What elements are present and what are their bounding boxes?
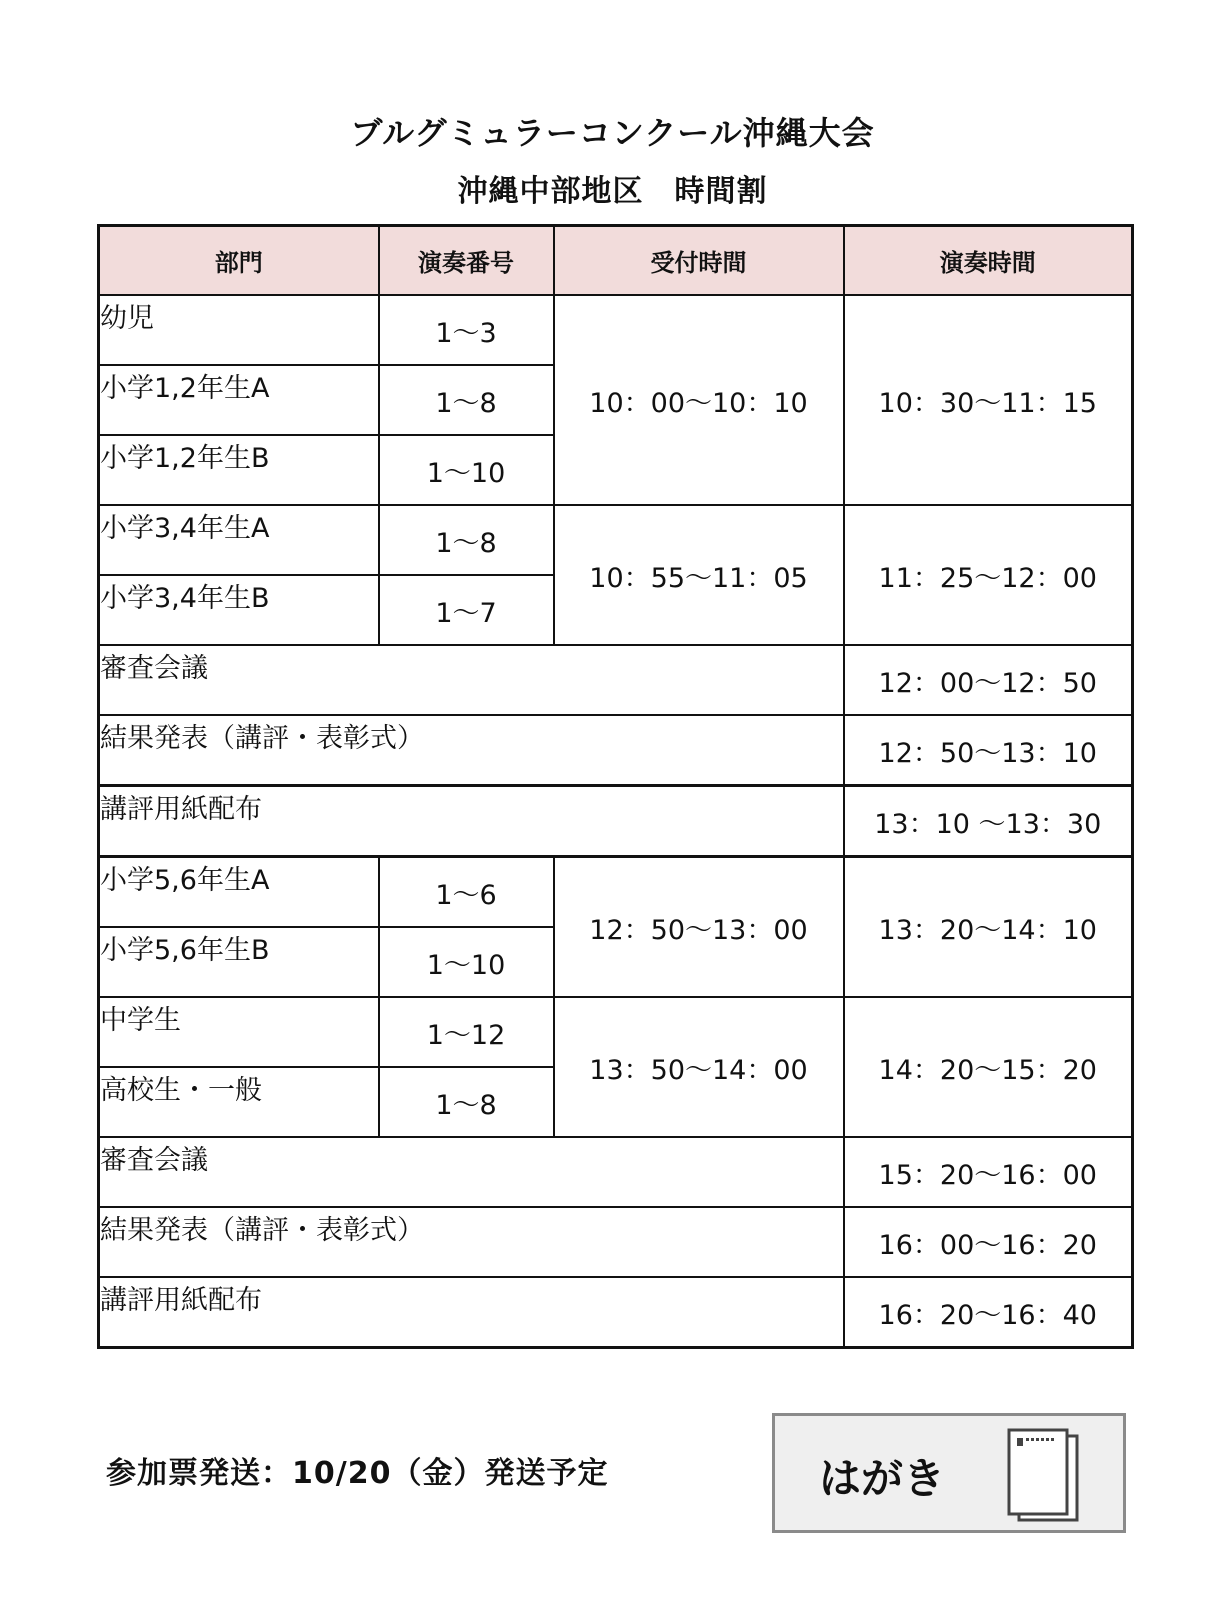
reception-time: 13：50～14：00 <box>554 997 844 1137</box>
table-row <box>99 1207 1133 1277</box>
performance-time: 13：10 ～13：30 <box>844 786 1133 857</box>
header-performance-number: 演奏番号 <box>379 226 554 296</box>
performance-number: 1～8 <box>379 1067 554 1137</box>
header-reception-time: 受付時間 <box>554 226 844 296</box>
table-row <box>99 997 1133 1067</box>
event-name: 講評用紙配布 <box>99 786 844 857</box>
table-row <box>99 1277 1133 1348</box>
schedule-table <box>97 224 1134 1349</box>
reception-time: 12：50～13：00 <box>554 857 844 998</box>
page-subtitle: 沖縄中部地区 時間割 <box>457 174 768 209</box>
page-title: ブルグミュラーコンクール沖縄大会 <box>350 114 875 152</box>
table-row <box>99 857 1133 928</box>
header-performance-time: 演奏時間 <box>844 226 1133 296</box>
division-name: 小学3,4年生B <box>99 575 379 645</box>
performance-time: 12：50～13：10 <box>844 715 1133 786</box>
performance-number: 1～3 <box>379 295 554 365</box>
division-name: 小学5,6年生B <box>99 927 379 997</box>
postcard-icon <box>1005 1428 1085 1528</box>
division-name: 小学1,2年生B <box>99 435 379 505</box>
event-name: 結果発表（講評・表彰式） <box>99 1207 844 1277</box>
performance-number: 1～10 <box>379 927 554 997</box>
table-row <box>99 1137 1133 1207</box>
performance-time: 16：20～16：40 <box>844 1277 1133 1348</box>
event-name: 審査会議 <box>99 645 844 715</box>
division-name: 幼児 <box>99 295 379 365</box>
header-division: 部門 <box>99 226 379 296</box>
division-name: 中学生 <box>99 997 379 1067</box>
table-row <box>99 715 1133 786</box>
event-name: 審査会議 <box>99 1137 844 1207</box>
performance-time: 15：20～16：00 <box>844 1137 1133 1207</box>
division-name: 小学5,6年生A <box>99 857 379 928</box>
table-row <box>99 786 1133 857</box>
table-row <box>99 505 1133 575</box>
postcard-label: はがき <box>819 1454 946 1503</box>
ticket-shipping-note: 参加票発送：10/20（金）発送予定 <box>106 1456 609 1491</box>
performance-number: 1～10 <box>379 435 554 505</box>
performance-number: 1～6 <box>379 857 554 928</box>
reception-time: 10：55～11：05 <box>554 505 844 645</box>
performance-number: 1～8 <box>379 505 554 575</box>
performance-time: 12：00～12：50 <box>844 645 1133 715</box>
division-name: 小学3,4年生A <box>99 505 379 575</box>
reception-time: 10：00～10：10 <box>554 295 844 505</box>
division-name: 小学1,2年生A <box>99 365 379 435</box>
performance-number: 1～7 <box>379 575 554 645</box>
performance-number: 1～8 <box>379 365 554 435</box>
performance-time: 13：20～14：10 <box>844 857 1133 998</box>
performance-time: 11：25～12：00 <box>844 505 1133 645</box>
event-name: 講評用紙配布 <box>99 1277 844 1348</box>
division-name: 高校生・一般 <box>99 1067 379 1137</box>
performance-time: 10：30～11：15 <box>844 295 1133 505</box>
postcard-box <box>772 1413 1126 1533</box>
performance-number: 1～12 <box>379 997 554 1067</box>
event-name: 結果発表（講評・表彰式） <box>99 715 844 786</box>
table-row <box>99 295 1133 365</box>
performance-time: 16：00～16：20 <box>844 1207 1133 1277</box>
table-header-row <box>99 226 1133 296</box>
performance-time: 14：20～15：20 <box>844 997 1133 1137</box>
table-row <box>99 645 1133 715</box>
